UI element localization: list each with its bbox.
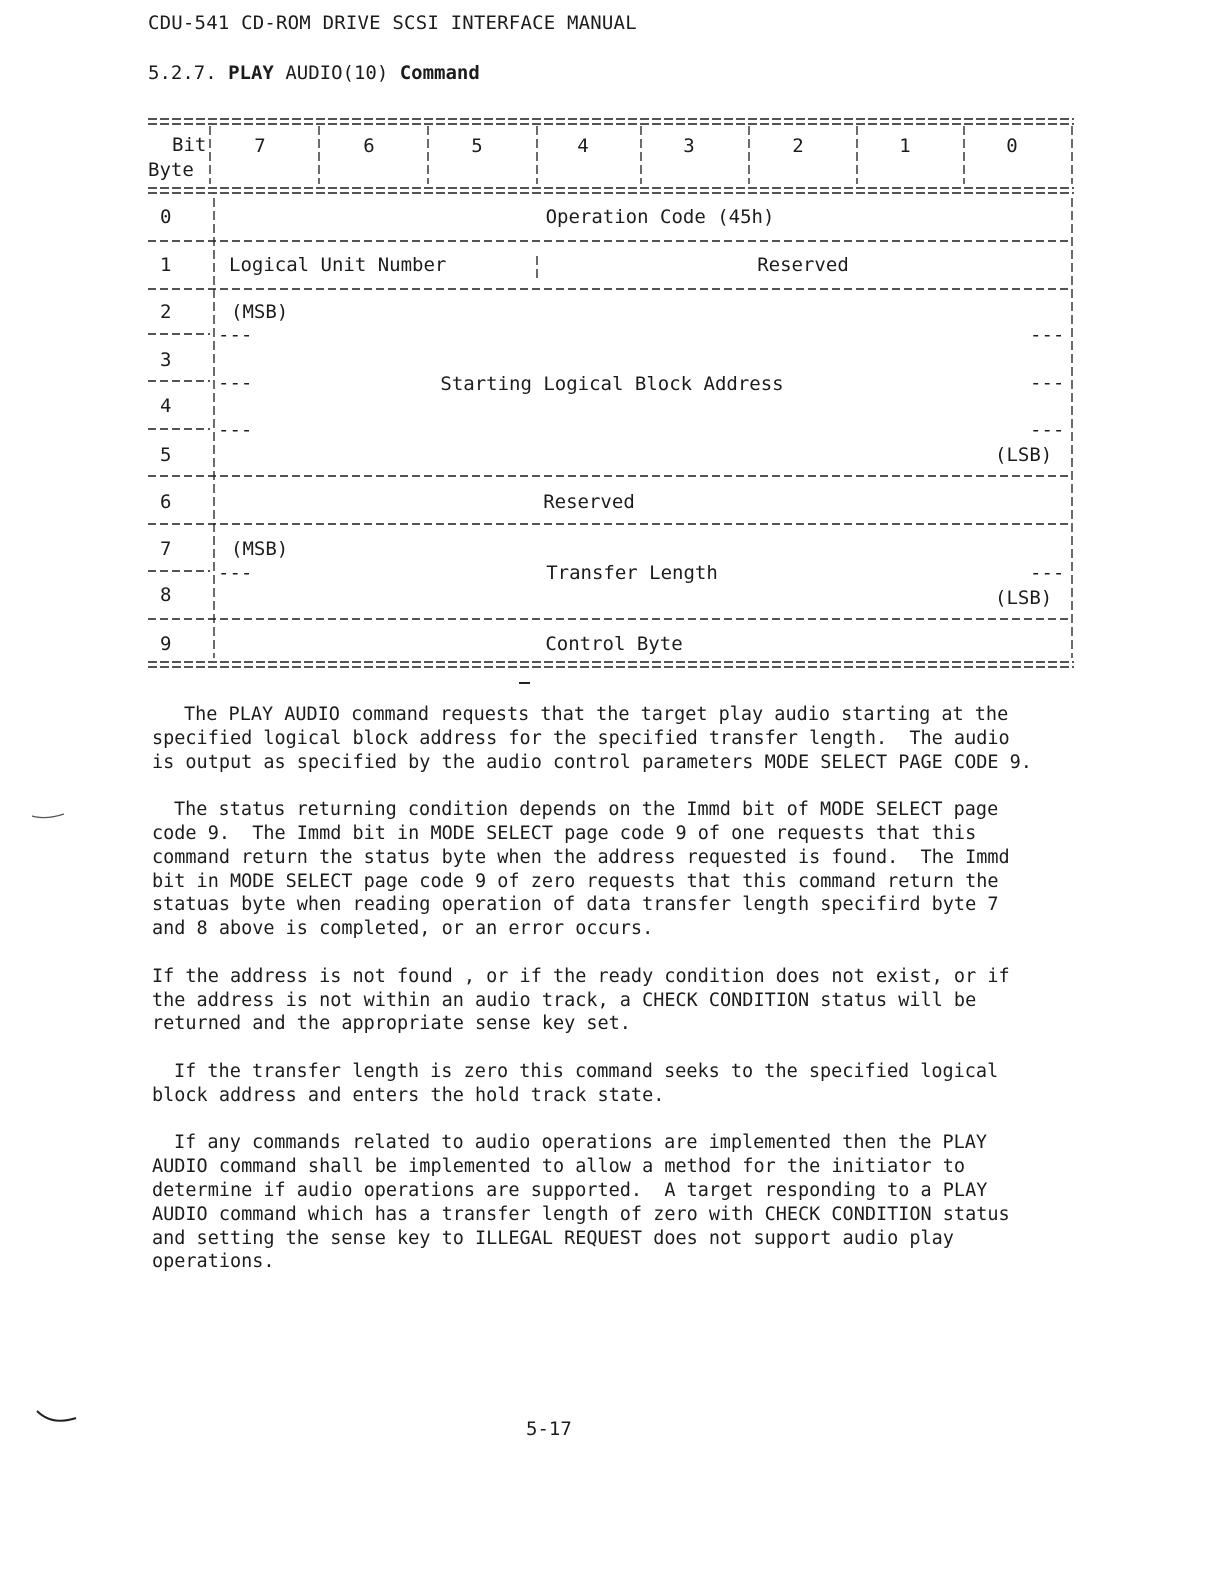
body-text	[152, 703, 1092, 1298]
transfer-length-msb-marker: (MSB)	[231, 538, 289, 560]
byte-7-tick: ---	[218, 562, 253, 584]
running-header: CDU-541 CD-ROM DRIVE SCSI INTERFACE MANUAL	[148, 12, 637, 34]
starting-lba-field: Starting Logical Block Address	[440, 373, 784, 395]
section-title	[148, 62, 480, 84]
byte-7-tick-right: ---	[1030, 562, 1065, 584]
section-command-suffix: Command	[399, 62, 480, 84]
section-command-prefix: PLAY	[228, 62, 274, 84]
byte-label: Byte	[148, 159, 194, 181]
byte-4-label: 4	[160, 395, 172, 417]
byte-1-label: 1	[160, 254, 172, 276]
byte-4-tick: ---	[218, 419, 253, 441]
byte-8-label: 8	[160, 584, 172, 606]
paragraph-play-audio-description: The PLAY AUDIO command requests that the target play audio starting at the specified logical block address for the specified transfer length. The audio is output as specified by the audio control parameters MODE SELECT PAGE CODE 9.	[152, 704, 1032, 773]
transfer-length-lsb-marker: (LSB)	[995, 587, 1053, 609]
byte-7-label: 7	[160, 538, 172, 560]
byte-2-tick: ---	[218, 324, 253, 346]
byte-2-tick-right: ---	[1030, 324, 1065, 346]
double-rule-header	[148, 188, 1074, 193]
paragraph-status-returning: The status returning condition depends on the Immd bit of MODE SELECT page code 9. The Immd bit in MODE SELECT page code 9 of one requests that this command return the status byte when the address requested is found. The Immd bit in MODE SELECT page code 9 of zero requests that this command return the statuas byte when reading operation of data transfer length specifird byte 7 and 8 above is completed, or an error occurs.	[152, 799, 1010, 940]
double-rule-bottom	[148, 662, 1074, 667]
scan-mark-under-table	[518, 680, 532, 686]
byte-0-label: 0	[160, 206, 172, 228]
byte-4-tick-right: ---	[1030, 419, 1065, 441]
control-byte-field: Control Byte	[545, 633, 683, 655]
cdb-format-table	[148, 118, 1074, 673]
transfer-length-field: Transfer Length	[546, 562, 718, 584]
bit-5-label: 5	[471, 135, 483, 157]
bit-7-label: 7	[254, 135, 266, 157]
section-command-name: AUDIO(10)	[285, 62, 389, 84]
bit-6-label: 6	[363, 135, 375, 157]
bit-2-label: 2	[792, 135, 804, 157]
byte-6-label: 6	[160, 491, 172, 513]
bit-3-label: 3	[683, 135, 695, 157]
operation-code-field: Operation Code (45h)	[545, 206, 775, 228]
byte-9-label: 9	[160, 633, 172, 655]
scan-mark-left	[30, 808, 70, 822]
bit-label: Bit	[172, 134, 207, 156]
page-number: 5-17	[526, 1418, 572, 1440]
byte-3-tick: ---	[218, 372, 253, 394]
byte-5-label: 5	[160, 444, 172, 466]
section-number: 5.2.7.	[148, 62, 217, 84]
byte-separators	[148, 334, 210, 571]
logical-unit-number-field: Logical Unit Number	[229, 254, 447, 276]
paragraph-check-condition: If the address is not found , or if the ready condition does not exist, or if the address is not within an audio track, a CHECK CONDITION status will be returned and the appropriate sense key set.	[152, 965, 1010, 1035]
bit-1-label: 1	[899, 135, 911, 157]
byte-3-label: 3	[160, 349, 172, 371]
byte-2-label: 2	[160, 301, 172, 323]
bit-4-label: 4	[577, 135, 589, 157]
bit-0-label: 0	[1006, 135, 1018, 157]
byte-6-reserved-field: Reserved	[543, 491, 635, 513]
paragraph-zero-transfer-length: If the transfer length is zero this command seeks to the specified logical block address and enters the hold track state.	[152, 1060, 999, 1106]
paragraph-audio-support: If any commands related to audio operations are implemented then the PLAY AUDIO command shall be implemented to allow a method for the initiator to determine if audio operations are supported. A target responding to a PLAY AUDIO command which has a transfer length of zero with CHECK CONDITION status and setting the sense key to ILLEGAL REQUEST does not support audio play operations.	[152, 1132, 1010, 1273]
lba-msb-marker: (MSB)	[231, 301, 289, 323]
double-rule-top	[148, 119, 1074, 124]
byte-3-tick-right: ---	[1030, 372, 1065, 394]
lba-lsb-marker: (LSB)	[995, 444, 1053, 466]
scan-mark-bottom-left	[34, 1408, 82, 1432]
byte-1-reserved-field: Reserved	[757, 254, 849, 276]
